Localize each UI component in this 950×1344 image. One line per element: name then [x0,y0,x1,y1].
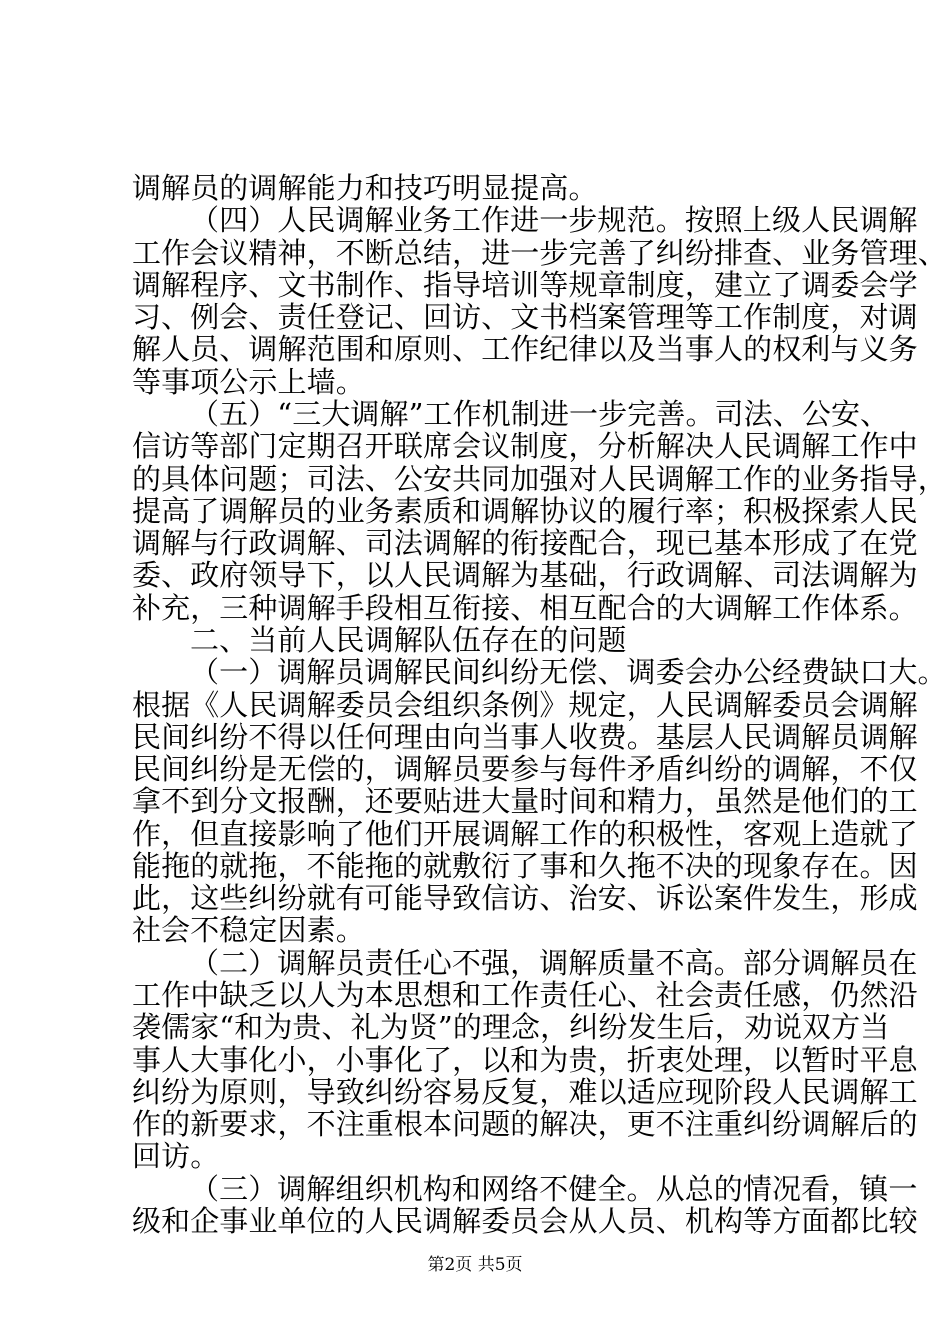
body-line: 拿不到分文报酬，还要贴进大量时间和精力，虽然是他们的工 [132,784,918,818]
body-line: 解人员、调解范围和原则、工作纪律以及当事人的权利与义务 [132,332,918,366]
page-footer: 第2页 共5页 [427,1255,523,1275]
body-line: 补充，三种调解手段相互衔接、相互配合的大调解工作体系。 [132,591,918,625]
paragraph-heading-line: （三）调解组织机构和网络不健全。从总的情况看，镇一 [190,1172,918,1206]
body-line: 袭儒家“和为贵、礼为贤”的理念，纠纷发生后，劝说双方当 [132,1010,890,1044]
section-heading: 二、当前人民调解队伍存在的问题 [190,623,627,657]
body-line: 事人大事化小，小事化了，以和为贵，折衷处理，以暂时平息 [132,1043,918,1077]
paragraph-heading-line: （四）人民调解业务工作进一步规范。按照上级人民调解 [190,203,918,237]
body-line: 调解员的调解能力和技巧明显提高。 [132,171,598,205]
paragraph-heading-line: （二）调解员责任心不强，调解质量不高。部分调解员在 [190,946,918,980]
body-line: 根据《人民调解委员会组织条例》规定，人民调解委员会调解 [132,688,918,722]
body-line: 民间纠纷是无偿的，调解员要参与每件矛盾纠纷的调解，不仅 [132,752,918,786]
body-line: 习、例会、责任登记、回访、文书档案管理等工作制度，对调 [132,300,918,334]
body-line: 的具体问题；司法、公安共同加强对人民调解工作的业务指导， [132,462,947,496]
body-line: 民间纠纷不得以任何理由向当事人收费。基层人民调解员调解 [132,720,918,754]
paragraph-heading-line: （五）“三大调解”工作机制进一步完善。司法、公安、 [190,397,890,431]
body-line: 工作中缺乏以人为本思想和工作责任心、社会责任感，仍然沿 [132,978,918,1012]
body-line: 作，但直接影响了他们开展调解工作的积极性，客观上造就了 [132,817,918,851]
paragraph-heading-line: （一）调解员调解民间纠纷无偿、调委会办公经费缺口大。 [190,655,947,689]
body-line: 此，这些纠纷就有可能导致信访、治安、诉讼案件发生，形成 [132,881,918,915]
body-line: 提高了调解员的业务素质和调解协议的履行率；积极探索人民 [132,494,918,528]
body-line: 社会不稳定因素。 [132,913,365,947]
body-line: 委、政府领导下，以人民调解为基础，行政调解、司法调解为 [132,558,918,592]
body-line: 等事项公示上墙。 [132,365,365,399]
body-line: 纠纷为原则，导致纠纷容易反复，难以适应现阶段人民调解工 [132,1075,918,1109]
body-line: 信访等部门定期召开联席会议制度，分析解决人民调解工作中 [132,429,918,463]
body-line: 调解程序、文书制作、指导培训等规章制度，建立了调委会学 [132,268,918,302]
body-line: 级和企事业单位的人民调解委员会从人员、机构等方面都比较 [132,1204,918,1238]
body-line: 调解与行政调解、司法调解的衔接配合，现已基本形成了在党 [132,526,918,560]
body-line: 回访。 [132,1139,220,1173]
body-line: 工作会议精神，不断总结，进一步完善了纠纷排查、业务管理、 [132,236,947,270]
body-line: 能拖的就拖，不能拖的就敷衍了事和久拖不决的现象存在。因 [132,849,918,883]
body-line: 作的新要求，不注重根本问题的解决，更不注重纠纷调解后的 [132,1107,918,1141]
